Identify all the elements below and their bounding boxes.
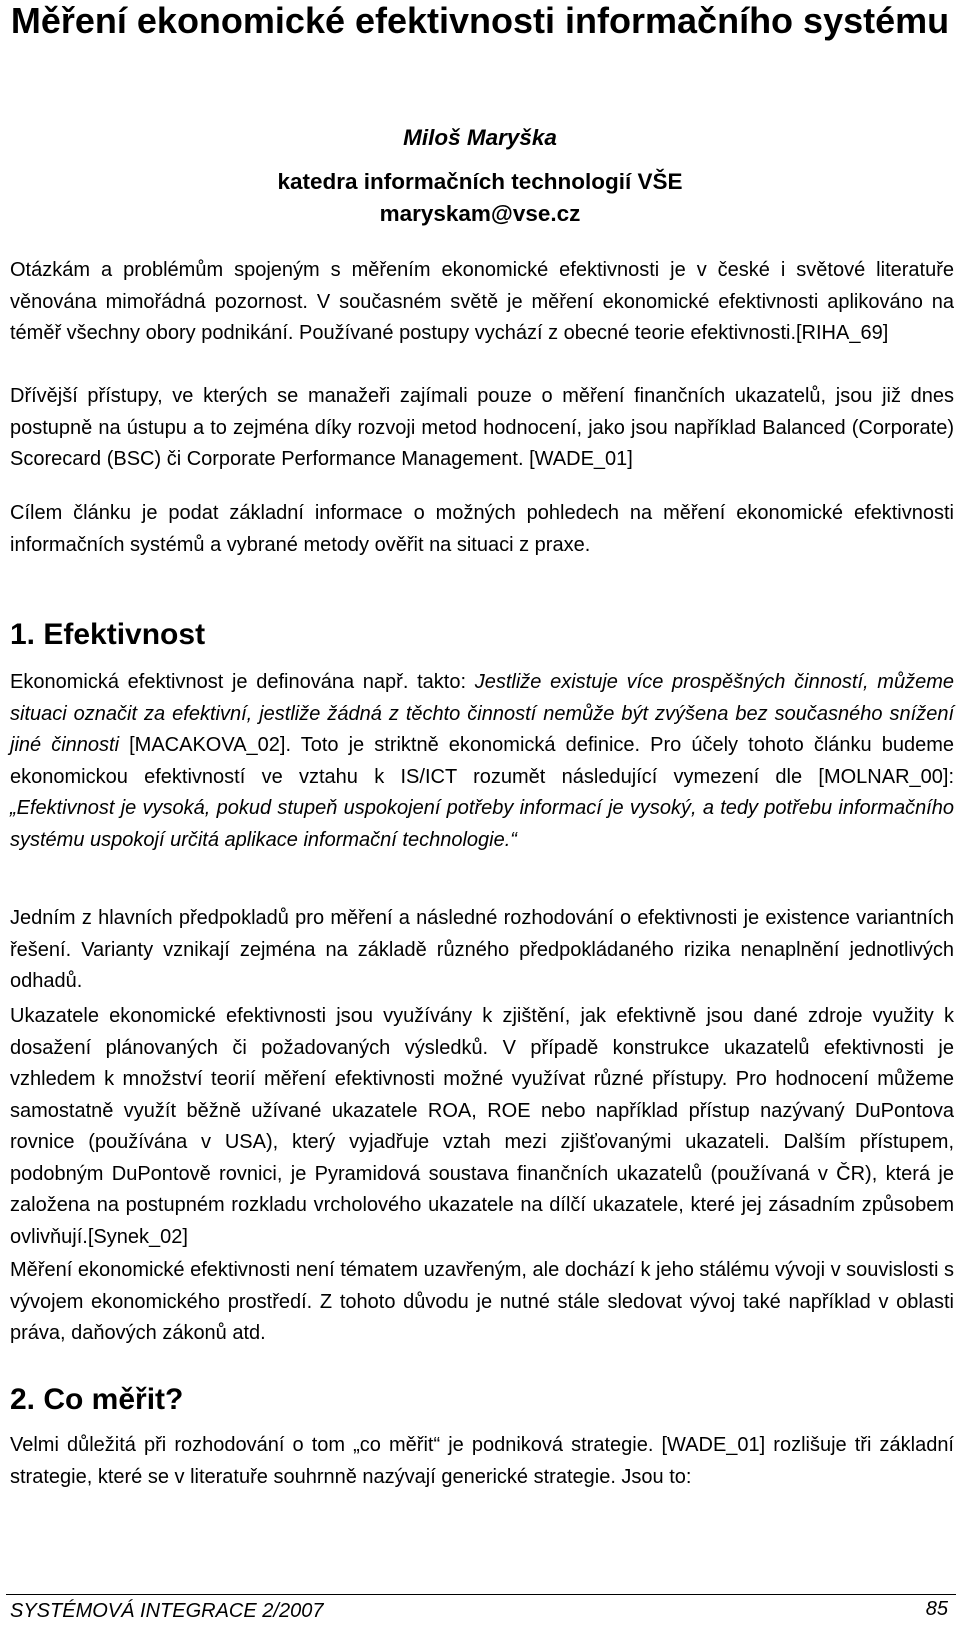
molnar-quote: „Efektivnost je vysoká, pokud stupeň uspokojení potřeby informací je vysoký, a tedy potřebu informačního systému uspokojí určitá aplikace informační technologie.“ bbox=[10, 797, 954, 851]
intro-paragraph: Cílem článku je podat základní informace o možných pohledech na měření ekonomické efektivnosti informačních systémů a vybrané metody ověřit na situaci z praxe. bbox=[10, 502, 954, 556]
body-paragraph: Měření ekonomické efektivnosti není tématem uzavřeným, ale dochází k jeho stálému vývoji v souvislosti s vývojem ekonomického prostředí. Z tohoto důvodu je nutné stále sledovat vývoj také například v oblasti práva, daňových zákonů atd. bbox=[10, 1259, 954, 1344]
section-heading-2: 2. Co měřit? bbox=[10, 1383, 184, 1416]
body-paragraph: Jedním z hlavních předpokladů pro měření a následné rozhodování o efektivnosti je existence variantních řešení. Varianty vznikají zejména na základě různého předpokládaného rizika nenaplnění jednotlivých odhadů. bbox=[10, 907, 954, 992]
intro-paragraph: Dřívější přístupy, ve kterých se manažeři zajímali pouze o měření finančních ukazatelů, jsou již dnes postupně na ústupu a to zejména díky rozvoji metod hodnocení, jako jsou například Balanced (Corporate) Scorecard (BSC) či Corporate Performance Management. [WADE_01] bbox=[10, 385, 954, 470]
definition-quote: Jestliže existuje více prospěšných činností, můžeme situaci označit za efektivní, jestliže žádná z těchto činností nemůže být zvýšena bez současného snížení jiné činnosti bbox=[10, 671, 954, 756]
page-number: 85 bbox=[925, 1598, 948, 1620]
paper-title: Měření ekonomické efektivnosti informačního systému bbox=[10, 0, 950, 41]
definition-paragraph bbox=[10, 667, 954, 856]
text-run: [MACAKOVA_02]. Toto je striktně ekonomická definice. Pro účely tohoto článku budeme ekonomickou efektivností ve vztahu k IS/ICT rozumět následující vymezení dle [MOLNAR_00]: bbox=[10, 734, 954, 788]
journal-name: SYSTÉMOVÁ INTEGRACE 2/2007 bbox=[10, 1600, 324, 1622]
body-paragraph: Ukazatele ekonomické efektivnosti jsou využívány k zjištění, jak efektivně jsou dané zdroje využity k dosažení plánovaných či požadovaných výsledků. V případě konstrukce ukazatelů efektivnosti je vzhledem k množství teorií měření efektivnosti možné využívat různé přístupy. Pro hodnocení můžeme samostatně využít běžně užívané ukazatele ROA, ROE nebo například přístup nazývaný DuPontova rovnice (používána v USA), který vyjadřuje vztah mezi zjišťovanými ukazateli. Dalším přístupem, podobným DuPontově rovnici, je Pyramidová soustava finančních ukazatelů (používaná v ČR), která je založena na postupném rozkladu vrcholového ukazatele na dílčí ukazatele, které jej zásadním způsobem ovlivňují.[Synek_02] bbox=[10, 1005, 954, 1248]
footer-rule bbox=[6, 1594, 956, 1595]
author-email: maryskam@vse.cz bbox=[379, 201, 581, 226]
author-department: katedra informačních technologií VŠE bbox=[277, 169, 683, 194]
text-run: Ekonomická efektivnost je definována např. takto: bbox=[10, 671, 475, 693]
author-name: Miloš Maryška bbox=[403, 125, 557, 150]
body-paragraph: Velmi důležitá při rozhodování o tom „co měřit“ je podniková strategie. [WADE_01] rozlišuje tři základní strategie, které se v literatuře souhrnně nazývají generické strategie. Jsou to: bbox=[10, 1434, 954, 1488]
intro-paragraph: Otázkám a problémům spojeným s měřením ekonomické efektivnosti je v české i světové literatuře věnována mimořádná pozornost. V současném světě je měření ekonomické efektivnosti aplikováno na téměř všechny obory podnikání. Používané postupy vychází z obecné teorie efektivnosti.[RIHA_69] bbox=[10, 259, 954, 344]
section-heading-1: 1. Efektivnost bbox=[10, 618, 206, 651]
